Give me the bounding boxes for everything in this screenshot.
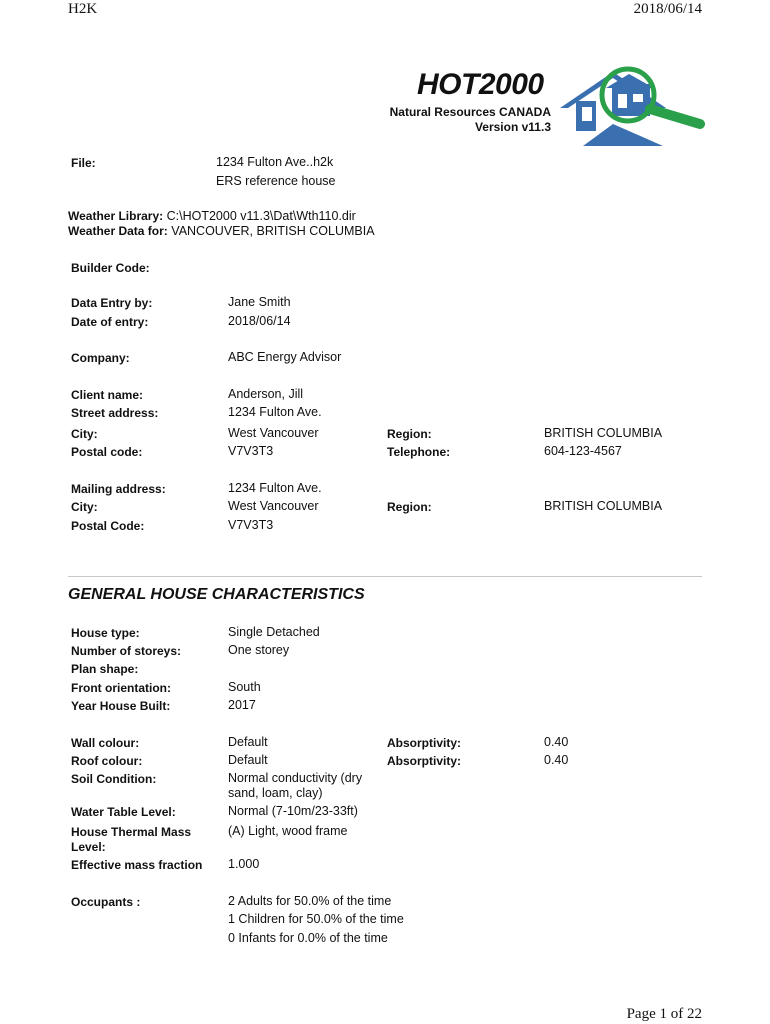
mass-fraction-value: 1.000	[228, 857, 260, 871]
weather-library-value: C:\HOT2000 v11.3\Dat\Wth110.dir	[166, 209, 356, 223]
soil-condition-value-1: Normal conductivity (dry	[228, 771, 363, 785]
mailing-address-label: Mailing address:	[71, 482, 166, 496]
weather-library-label: Weather Library:	[68, 209, 164, 223]
orientation-value: South	[228, 680, 261, 694]
mailing-address-value: 1234 Fulton Ave.	[228, 481, 322, 495]
roof-absorptivity-value: 0.40	[544, 753, 569, 767]
page-number: Page 1 of 22	[626, 1006, 702, 1022]
mailing-city-label: City:	[71, 500, 98, 514]
thermal-mass-label-2: Level:	[71, 840, 106, 854]
year-built-value: 2017	[228, 698, 256, 712]
header-date: 2018/06/14	[633, 1, 702, 17]
company-value: ABC Energy Advisor	[228, 350, 342, 364]
wall-colour-value: Default	[228, 735, 268, 749]
mailing-region-value: BRITISH COLUMBIA	[544, 499, 663, 513]
year-built-label: Year House Built:	[71, 699, 171, 713]
section-title: GENERAL HOUSE CHARACTERISTICS	[68, 586, 365, 603]
logo-org: Natural Resources CANADA	[389, 105, 551, 119]
file-name: 1234 Fulton Ave..h2k	[216, 155, 334, 169]
orientation-label: Front orientation:	[71, 681, 171, 695]
storeys-label: Number of storeys:	[71, 644, 182, 658]
water-table-value: Normal (7-10m/23-33ft)	[228, 804, 358, 818]
section-divider	[68, 576, 702, 577]
street-label: Street address:	[71, 406, 159, 420]
soil-condition-value-2: sand, loam, clay)	[228, 786, 323, 800]
city-value: West Vancouver	[228, 426, 319, 440]
logo-version: Version v11.3	[474, 120, 551, 134]
telephone-label: Telephone:	[387, 445, 451, 459]
logo-title: HOT2000	[417, 68, 544, 101]
file-label: File:	[71, 156, 96, 170]
header-label: H2K	[68, 1, 98, 17]
city-label: City:	[71, 427, 98, 441]
client-name-value: Anderson, Jill	[228, 387, 304, 401]
house-magnifier-icon	[556, 66, 706, 150]
occupants-adults: 2 Adults for 50.0% of the time	[228, 894, 392, 908]
mailing-region-label: Region:	[387, 500, 432, 514]
street-value: 1234 Fulton Ave.	[228, 405, 322, 419]
roof-colour-value: Default	[228, 753, 268, 767]
client-name-label: Client name:	[71, 388, 144, 402]
postal-label: Postal code:	[71, 445, 143, 459]
data-entry-value: Jane Smith	[228, 295, 291, 309]
data-entry-label: Data Entry by:	[71, 296, 153, 310]
plan-shape-label: Plan shape:	[71, 662, 139, 676]
house-type-label: House type:	[71, 626, 140, 640]
storeys-value: One storey	[228, 643, 290, 657]
thermal-mass-label-1: House Thermal Mass	[71, 825, 192, 839]
date-entry-value: 2018/06/14	[228, 314, 291, 328]
mailing-postal-value: V7V3T3	[228, 518, 274, 532]
postal-value: V7V3T3	[228, 444, 274, 458]
builder-code-label: Builder Code:	[71, 261, 150, 275]
mailing-postal-label: Postal Code:	[71, 519, 145, 533]
occupants-label: Occupants :	[71, 895, 141, 909]
region-value: BRITISH COLUMBIA	[544, 426, 663, 440]
house-type-value: Single Detached	[228, 625, 320, 639]
wall-absorptivity-value: 0.40	[544, 735, 569, 749]
company-label: Company:	[71, 351, 130, 365]
water-table-label: Water Table Level:	[71, 805, 176, 819]
thermal-mass-value: (A) Light, wood frame	[228, 824, 348, 838]
weather-library	[68, 209, 356, 223]
region-label: Region:	[387, 427, 432, 441]
date-entry-label: Date of entry:	[71, 315, 149, 329]
weather-data-label: Weather Data for:	[68, 224, 168, 238]
occupants-infants: 0 Infants for 0.0% of the time	[228, 931, 388, 945]
wall-absorptivity-label: Absorptivity:	[387, 736, 462, 750]
telephone-value: 604-123-4567	[544, 444, 622, 458]
weather-data	[68, 224, 375, 238]
mailing-city-value: West Vancouver	[228, 499, 319, 513]
wall-colour-label: Wall colour:	[71, 736, 140, 750]
file-description: ERS reference house	[216, 174, 336, 188]
mass-fraction-label: Effective mass fraction	[71, 858, 203, 872]
soil-condition-label: Soil Condition:	[71, 772, 157, 786]
weather-data-value: VANCOUVER, BRITISH COLUMBIA	[171, 224, 375, 238]
roof-absorptivity-label: Absorptivity:	[387, 754, 462, 768]
roof-colour-label: Roof colour:	[71, 754, 143, 768]
occupants-children: 1 Children for 50.0% of the time	[228, 912, 404, 926]
